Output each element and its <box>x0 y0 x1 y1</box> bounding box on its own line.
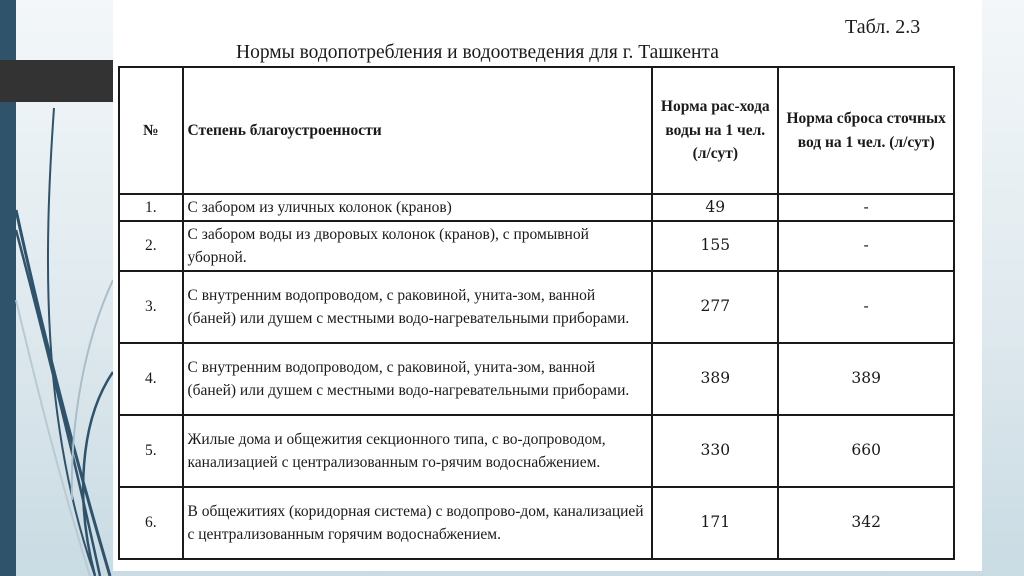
row-discharge: - <box>778 221 954 271</box>
header-number: № <box>119 67 183 194</box>
table-row <box>119 194 954 221</box>
row-discharge: 389 <box>778 343 954 415</box>
table-row <box>119 415 954 487</box>
row-description: С забором воды из дворовых колонок (кранов), с промывной уборной. <box>183 221 653 271</box>
row-description: С внутренним водопроводом, с раковиной, унита-зом, ванной (баней) или душем с местными водо-нагревательными приборами. <box>183 343 653 415</box>
row-description: В общежитиях (коридорная система) с водопрово-дом, канализацией с централизованным горячим водоснабжением. <box>183 487 653 559</box>
row-discharge: - <box>778 194 954 221</box>
dark-header-tab <box>0 60 113 102</box>
header-wastewater-discharge: Норма сброса сточных вод на 1 чел. (л/сут) <box>778 67 954 194</box>
row-consumption: 171 <box>652 487 778 559</box>
row-consumption: 49 <box>652 194 778 221</box>
table-row <box>119 343 954 415</box>
row-description: С забором из уличных колонок (кранов) <box>183 194 653 221</box>
water-norms-table <box>118 66 955 560</box>
header-description: Степень благоустроенности <box>183 67 653 194</box>
row-description: С внутренним водопроводом, с раковиной, унита-зом, ванной (баней) или душем с местными водо-нагревательными приборами. <box>183 271 653 343</box>
row-number: 6. <box>119 487 183 559</box>
table-header-row <box>119 67 954 194</box>
row-discharge: - <box>778 271 954 343</box>
table-row <box>119 271 954 343</box>
table-row <box>119 221 954 271</box>
page-title: Нормы водопотребления и водоотведения для г. Ташкента <box>236 42 719 63</box>
row-number: 4. <box>119 343 183 415</box>
table-row <box>119 487 954 559</box>
row-discharge: 342 <box>778 487 954 559</box>
row-number: 2. <box>119 221 183 271</box>
header-water-consumption: Норма рас-хода воды на 1 чел. (л/сут) <box>652 67 778 194</box>
row-number: 5. <box>119 415 183 487</box>
row-consumption: 155 <box>652 221 778 271</box>
row-number: 3. <box>119 271 183 343</box>
row-discharge: 660 <box>778 415 954 487</box>
row-consumption: 330 <box>652 415 778 487</box>
row-number: 1. <box>119 194 183 221</box>
row-consumption: 389 <box>652 343 778 415</box>
row-description: Жилые дома и общежития секционного типа, с во-допроводом, канализацией с централизованным го-рячим водоснабжением. <box>183 415 653 487</box>
row-consumption: 277 <box>652 271 778 343</box>
table-number-label: Табл. 2.3 <box>845 16 921 38</box>
